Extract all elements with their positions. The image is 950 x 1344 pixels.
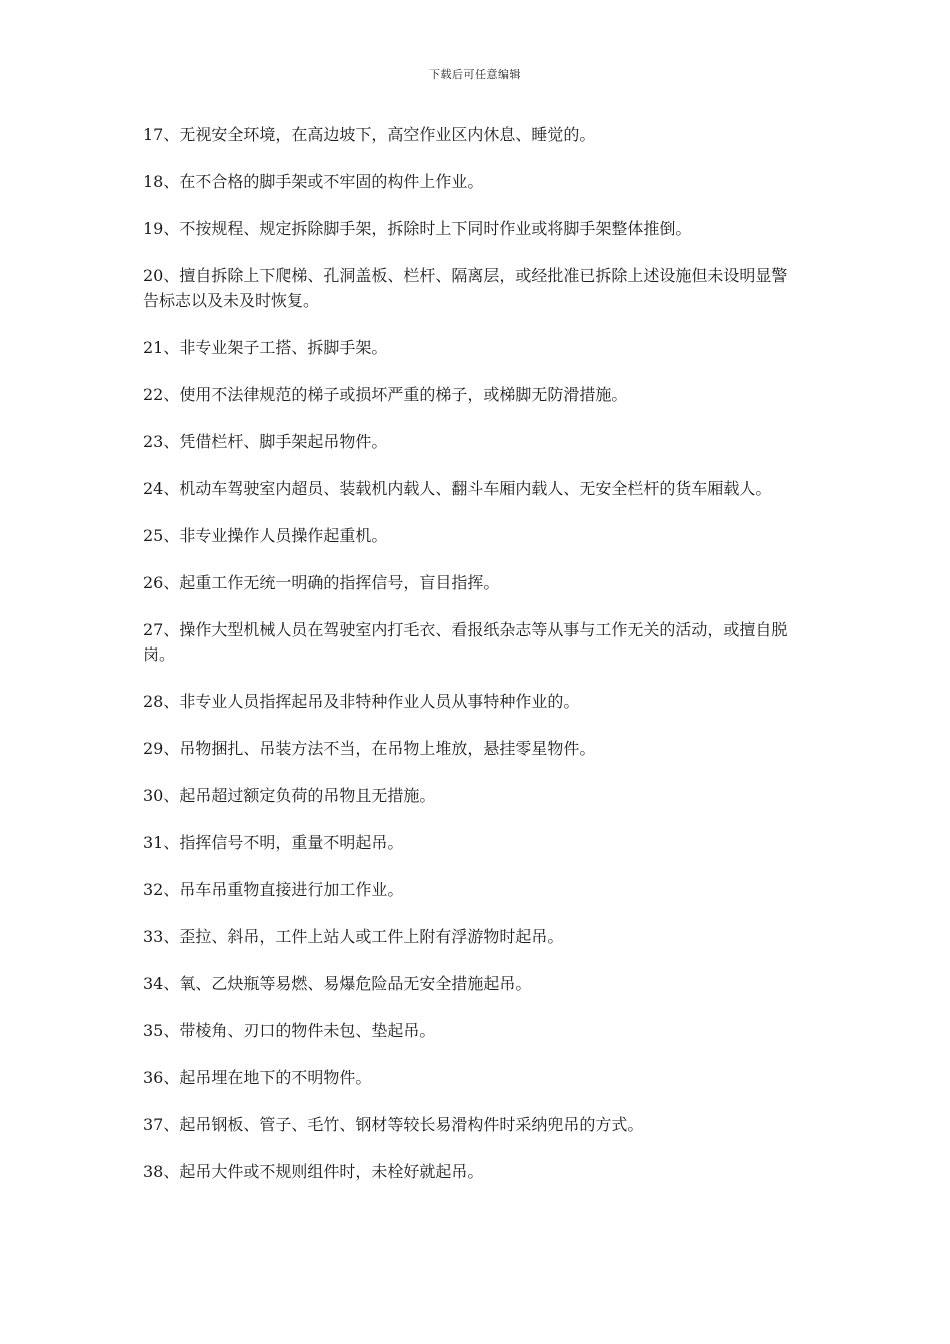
list-item: 21、非专业架子工搭、拆脚手架。 — [143, 338, 388, 357]
list-item: 29、吊物捆扎、吊装方法不当，在吊物上堆放，悬挂零星物件。 — [143, 739, 596, 758]
list-item: 31、指挥信号不明，重量不明起吊。 — [143, 833, 404, 852]
list-item: 17、无视安全环境，在高边坡下，高空作业区内休息、睡觉的。 — [143, 125, 596, 144]
list-item: 22、使用不法律规范的梯子或损坏严重的梯子，或梯脚无防滑措施。 — [143, 385, 628, 404]
list-item: 35、带棱角、刃口的物件未包、垫起吊。 — [143, 1021, 436, 1040]
list-item: 33、歪拉、斜吊，工件上站人或工件上附有浮游物时起吊。 — [143, 927, 564, 946]
list-item: 32、吊车吊重物直接进行加工作业。 — [143, 880, 404, 899]
item-list — [143, 122, 803, 1184]
list-item: 26、起重工作无统一明确的指挥信号，盲目指挥。 — [143, 573, 500, 592]
list-item: 36、起吊埋在地下的不明物件。 — [143, 1068, 372, 1087]
list-item: 25、非专业操作人员操作起重机。 — [143, 526, 388, 545]
list-item: 18、在不合格的脚手架或不牢固的构件上作业。 — [143, 172, 484, 191]
list-item: 38、起吊大件或不规则组件时，未栓好就起吊。 — [143, 1162, 484, 1181]
page-header: 下载后可任意编辑 — [429, 68, 521, 81]
list-item: 24、机动车驾驶室内超员、装载机内载人、翻斗车厢内载人、无安全栏杆的货车厢载人。 — [143, 479, 772, 498]
list-item: 34、氧、乙炔瓶等易燃、易爆危险品无安全措施起吊。 — [143, 974, 532, 993]
list-item: 37、起吊钢板、管子、毛竹、钢材等较长易滑构件时采纳兜吊的方式。 — [143, 1115, 644, 1134]
list-item: 27、操作大型机械人员在驾驶室内打毛衣、看报纸杂志等从事与工作无关的活动，或擅自脱岗。 — [143, 620, 788, 664]
list-item: 28、非专业人员指挥起吊及非特种作业人员从事特种作业的。 — [143, 692, 580, 711]
list-item: 23、凭借栏杆、脚手架起吊物件。 — [143, 432, 388, 451]
list-item: 20、擅自拆除上下爬梯、孔洞盖板、栏杆、隔离层，或经批准已拆除上述设施但未设明显警告标志以及未及时恢复。 — [143, 266, 788, 310]
list-item: 30、起吊超过额定负荷的吊物且无措施。 — [143, 786, 436, 805]
list-item: 19、不按规程、规定拆除脚手架，拆除时上下同时作业或将脚手架整体推倒。 — [143, 219, 692, 238]
